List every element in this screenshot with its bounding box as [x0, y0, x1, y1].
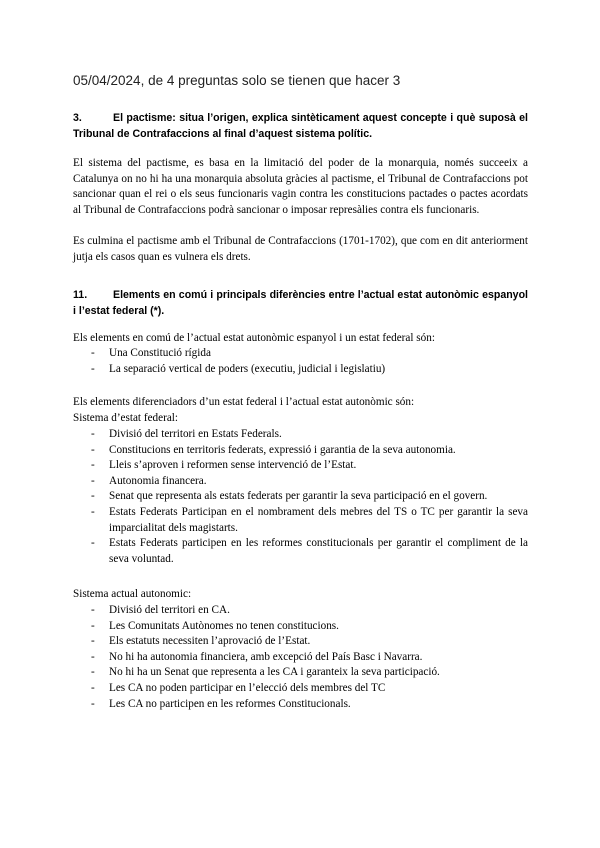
federal-system-heading: Sistema d’estat federal: — [73, 412, 178, 424]
federal-system-list — [73, 427, 528, 567]
question-3-title: El pactisme: situa l’origen, explica sintèticament aquest concepte i què suposà el Tribunal de Contrafaccions al final d’aquest sistema polític. — [73, 112, 528, 140]
list-item: - Constitucions en territoris federats, expressió i garantia de la seva autonomia. — [91, 443, 456, 456]
list-item: - La separació vertical de poders (executiu, judicial i legislatiu) — [91, 362, 386, 375]
question-3-heading — [73, 110, 528, 142]
common-elements-intro: Els elements en comú de l’actual estat autonòmic espanyol i un estat federal són: — [73, 332, 435, 344]
list-item: - Els estatuts necessiten l’aprovació de l’Estat. — [91, 635, 311, 648]
list-item: - Lleis s’aproven i reformen sense intervenció de l’Estat. — [91, 459, 357, 472]
list-item: - Autonomia financera. — [91, 474, 207, 487]
list-item: - Les Comunitats Autònomes no tenen constitucions. — [91, 619, 339, 632]
list-item: - Senat que representa als estats federats per garantir la seva participació en el govern. — [91, 490, 488, 503]
question-11-heading — [73, 287, 528, 319]
question-3-paragraph-2: Es culmina el pactisme amb el Tribunal de Contrafaccions (1701-1702), que com en dit anteriorment jutja els casos quan es vulnera els drets. — [73, 235, 528, 263]
list-item: - Les CA no poden participar en l’elecció dels membres del TC — [91, 681, 386, 694]
common-elements-list — [73, 346, 528, 377]
question-11-title: Elements en comú i principals diferències entre l’actual estat autonòmic espanyol i l’estat federal (*). — [73, 289, 528, 317]
question-11-number: 11. — [73, 289, 88, 301]
list-item: - No hi ha un Senat que representa a les CA i garanteix la seva participació. — [91, 666, 440, 679]
list-item: - Una Constitució rígida — [91, 347, 211, 359]
exam-date-header: 05/04/2024, de 4 preguntas solo se tienen que hacer 3 — [73, 73, 401, 88]
list-item: - Divisió del territori en Estats Federals. — [91, 428, 282, 440]
question-3-number: 3. — [73, 112, 82, 124]
differences-intro: Els elements diferenciadors d’un estat federal i l’actual estat autonòmic són: — [73, 396, 415, 408]
list-item: - Les CA no participen en les reformes Constitucionals. — [91, 697, 351, 710]
list-item: - Estats Federats participen en les reformes constitucionals per garantir el compliment de la seva voluntad. — [91, 537, 528, 565]
list-item: - No hi ha autonomia financiera, amb excepció del País Basc i Navarra. — [91, 650, 423, 663]
autonomic-system-list — [73, 603, 528, 712]
list-item: - Divisió del territori en CA. — [91, 604, 230, 616]
autonomic-system-heading: Sistema actual autonomic: — [73, 588, 192, 600]
list-item: - Estats Federats Participan en el nombrament dels mebres del TS o TC per garantir la seva imparcialitat dels magistarts. — [91, 505, 528, 534]
question-3-paragraph-1: El sistema del pactisme, es basa en la limitació del poder de la monarquia, només succeeix a Catalunya on no hi ha una monarquia absoluta gràcies al pactisme, el Tribunal de Contrafaccions pot sancionar quan el rei o els seus funcionaris vagin contra les constitucions pactades o pactes acordats al Tribunal de Contrafaccions podrà sancionar o imposar represàlies contra els funcionaris. — [73, 157, 528, 216]
